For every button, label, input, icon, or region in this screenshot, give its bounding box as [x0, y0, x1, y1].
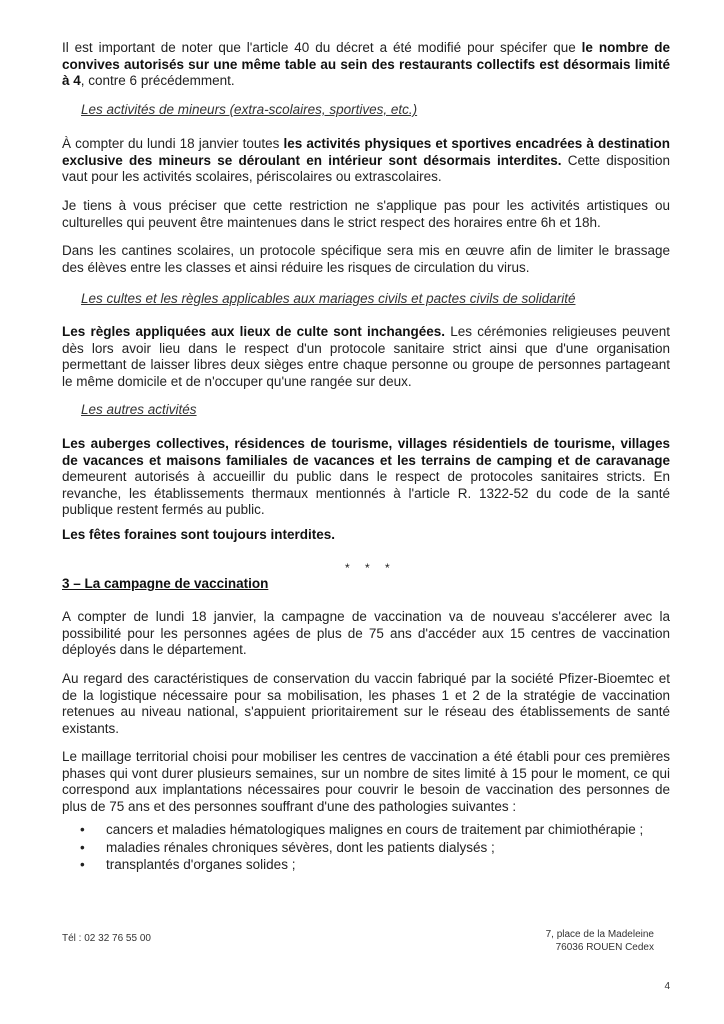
- paragraph-vaccination-campaign: A compter de lundi 18 janvier, la campagne de vaccination va de nouveau s'accélerer avec la possibilité pour les personnes agées de plus de 75 ans d'accéder aux 15 centres de vaccination déployés dans le département.: [62, 609, 670, 657]
- subheading-worship-marriages: Les cultes et les règles applicables aux mariages civils et pactes civils de solidarité: [81, 291, 576, 306]
- list-item: [80, 857, 670, 874]
- paragraph-text: , contre 6 précédemment.: [80, 73, 235, 88]
- list-item: [80, 840, 670, 857]
- paragraph-tourism-accommodation: [62, 436, 670, 519]
- list-item-text: maladies rénales chroniques sévères, dont les patients dialysés ;: [106, 839, 495, 855]
- list-item: [80, 822, 670, 839]
- paragraph-vaccine-conservation: Au regard des caractéristiques de conservation du vaccin fabriqué par la société Pfizer-Bioemtec et de la logistique nécessaire pour sa mobilisation, les phases 1 et 2 de la stratégie de vaccination retenues au niveau national, s'appuient prioritairement sur le réseau des établissements de santé existants.: [62, 671, 670, 736]
- section-heading-vaccination: 3 – La campagne de vaccination: [62, 576, 269, 591]
- paragraph-text: À compter du lundi 18 janvier toutes: [62, 136, 284, 151]
- subheading-other-activities: Les autres activités: [81, 402, 197, 417]
- bullet-icon: •: [80, 857, 85, 872]
- footer-address-line: 76036 ROUEN Cedex: [555, 942, 654, 953]
- list-item-text: cancers et maladies hématologiques malignes en cours de traitement par chimiothérapie ;: [106, 822, 644, 837]
- paragraph-artistic-activities: Je tiens à vous préciser que cette restriction ne s'applique pas pour les activités artistiques ou culturelles qui peuvent être maintenues dans le strict respect des horaires entre 6h et 18h.: [62, 198, 670, 230]
- list-item-text: transplantés d'organes solides ;: [106, 857, 296, 872]
- paragraph-funfairs: [62, 527, 670, 544]
- paragraph-text: demeurent autorisés à accueillir du public dans le respect de protocoles sanitaires stricts. En revanche, les établissements thermaux mentionnés à l'article R. 1322-52 du code de la santé publique restent fermés au public.: [62, 469, 670, 517]
- bullet-icon: •: [80, 822, 85, 837]
- paragraph-school-canteens: Dans les cantines scolaires, un protocole spécifique sera mis en œuvre afin de limiter le brassage des élèves entre les classes et ainsi réduire les risques de circulation du virus.: [62, 243, 670, 275]
- paragraph-text: Cette disposition vaut pour les activités scolaires, périscolaires ou extrascolaires.: [62, 152, 670, 184]
- paragraph-bold-text: Les fêtes foraines sont toujours interdites.: [62, 527, 336, 542]
- section-separator: * * *: [345, 561, 396, 575]
- paragraph-text: Il est important de noter que l'article 40 du décret a été modifié pour spécifer que: [62, 40, 582, 55]
- paragraph-text: Les cérémonies religieuses peuvent dès lors avoir lieu dans le respect d'un protocole sanitaire strict ainsi que d'une organisation permettant de laisser libres deux sièges entre chaque personne ou groupe de personnes partageant le même domicile et de n'occuper qu'une rangée sur deux.: [62, 324, 670, 389]
- paragraph-territorial-network: Le maillage territorial choisi pour mobiliser les centres de vaccination a été établi pour ces premières phases qui vont durer plusieurs semaines, sur un nombre de sites limité à 15 pour le moment, ce qui correspond aux implantations nécessaires pour couvrir le besoin de vaccination des personnes de plus de 75 ans et des personnes souffrant d'une des pathologies suivantes :: [62, 749, 670, 814]
- page-number: 4: [664, 981, 670, 992]
- paragraph-bold-text: Les auberges collectives, résidences de tourisme, villages résidentiels de tourisme, villages de vacances et maisons familiales de vacances et les terrains de camping et de caravanage: [62, 436, 670, 468]
- pathologies-list: [80, 822, 670, 875]
- paragraph-bold-text: Les règles appliquées aux lieux de culte sont inchangées.: [62, 324, 446, 339]
- footer-address-line: 7, place de la Madeleine: [545, 929, 654, 940]
- paragraph-worship-rules: [62, 324, 670, 390]
- footer-address: [546, 928, 654, 954]
- paragraph-bold-text: le nombre de convives autorisés sur une même table au sein des restaurants collectifs est désormais limité à 4: [62, 40, 670, 88]
- bullet-icon: •: [80, 839, 85, 855]
- paragraph-minors-sports: [62, 136, 670, 186]
- footer-phone: Tél : 02 32 76 55 00: [62, 933, 151, 944]
- paragraph-bold-text: les activités physiques et sportives encadrées à destination exclusive des mineurs se déroulant en intérieur sont désormais interdites.: [62, 136, 670, 168]
- paragraph-restaurant-limit: [62, 40, 670, 90]
- subheading-minors-activities: Les activités de mineurs (extra-scolaires, sportives, etc.): [81, 102, 418, 117]
